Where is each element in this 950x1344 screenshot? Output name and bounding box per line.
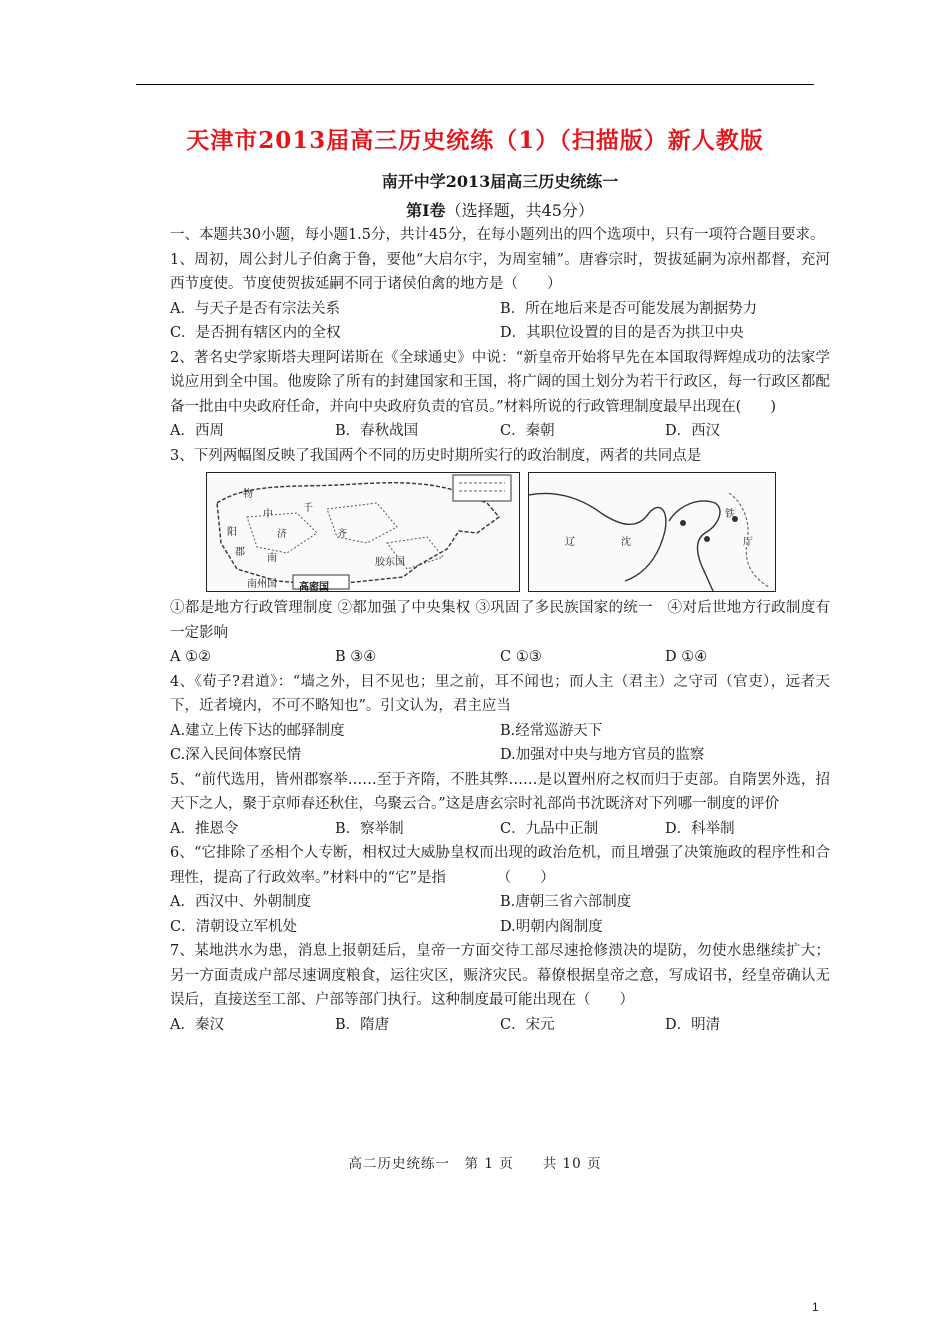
map-label: 阳: [227, 527, 237, 538]
option: B．春秋战国: [335, 423, 419, 439]
question-4-options-row2: [170, 743, 830, 768]
option: C ①③: [500, 649, 542, 665]
question-4-options-row1: [170, 719, 830, 744]
question-3-stem: 3、下列两幅图反映了我国两个不同的历史时期所实行的政治制度，两者的共同点是: [170, 447, 702, 464]
option: D.明朝内阁制度: [500, 918, 603, 935]
option: C．是否拥有辖区内的全权: [170, 325, 341, 341]
option: A．西汉中、外朝制度: [170, 894, 311, 910]
map-label: 辽: [565, 537, 575, 548]
map-label: 物: [243, 489, 253, 500]
map-label: 齐: [337, 529, 347, 540]
question-5-stem: 5、“前代选用，皆州郡察举……至于齐隋，不胜其弊……是以置州府之权而归于吏部。自隋罢外选，招天下之人，聚于京师春还秋住，乌聚云合。”这是唐玄宗时礼部尚书沈既济对下列哪一制度的评价: [170, 771, 830, 812]
exam-body: [170, 223, 830, 1037]
map-label: 千: [303, 503, 313, 514]
option: D．明清: [665, 1016, 721, 1033]
question-4-stem: 4、《荀子?君道》：“墙之外，目不见也；里之前，耳不闻也；而人主（君主）之守司（官吏），远者天下，近者境内，不可不略知也”。引文认为，君主应当: [170, 673, 830, 714]
map-label: 高密国: [299, 582, 329, 593]
question-1-stem: 1、周初，周公封儿子伯禽于鲁，要他“大启尔宇，为周室辅”。唐睿宗时，贺拔延嗣为凉州都督，充河西节度使。节度使贺拔延嗣不同于诸侯伯禽的地方是（ ）: [170, 251, 830, 292]
option: C．清朝设立军机处: [170, 918, 298, 935]
page-number: 1: [812, 1300, 819, 1314]
option: A．与天子是否有宗法关系: [170, 300, 340, 317]
option: C．宋元: [500, 1016, 555, 1033]
question-3-statements: ①都是地方行政管理制度 ②都加强了中央集权 ③巩固了多民族国家的统一 ④对后世地方行政制度有一定影响: [170, 600, 830, 641]
option: D．科举制: [665, 820, 735, 837]
header-rule: [136, 84, 814, 85]
option: A．西周: [170, 423, 224, 439]
option: D.加强对中央与地方官员的监察: [500, 747, 705, 763]
map-label: 铁: [725, 509, 735, 520]
qing-province-map: [528, 472, 776, 592]
question-2-stem: 2、著名史学家斯塔夫理阿诺斯在《全球通史》中说：“新皇帝开始将早先在本国取得辉煌成功的法家学说应用到全中国。他废除了所有的封建国家和王国，将广阔的国土划分为若干行政区，每一行政区都配备一批由中央政府任命，并向中央政府负责的官员。”材料所说的行政管理制度最早出现在( ): [170, 349, 830, 415]
instructions: 一、本题共30小题，每小题1.5分，共计45分，在每小题列出的四个选项中，只有一项符合题目要求。: [170, 227, 825, 243]
option: A ①②: [170, 649, 212, 665]
question-2-options: [170, 419, 830, 444]
option: D ①④: [665, 649, 708, 665]
option: B．察举制: [335, 820, 404, 837]
question-6-stem: 6、“它排除了丞相个人专断，相权过大威胁皇权而出现的政治危机，而且增强了决策施政的程序性和合理性，提高了行政效率。”材料中的“它”是指 （ ）: [170, 845, 830, 886]
map-label: 南州国: [247, 579, 277, 590]
option: B．隋唐: [335, 1016, 390, 1033]
question-5-options: [170, 817, 830, 842]
option: B.经常巡游天下: [500, 722, 603, 739]
question-3-maps: [206, 472, 830, 592]
question-7-stem: 7、某地洪水为患，消息上报朝廷后，皇帝一方面交待工部尽速抢修溃决的堤防，勿使水患继续扩大；另一方面责成户部尽速调度粮食，运往灾区，赈济灾民。幕僚根据皇帝之意，写成诏书，经皇帝确认无误后，直接送至工部、户部等部门执行。这种制度最可能出现在（ ）: [170, 943, 830, 1008]
option: B．所在地后来是否可能发展为割据势力: [500, 300, 758, 317]
section-rest: （选择题，共45分）: [445, 201, 594, 220]
option: A.建立上传下达的邮驿制度: [170, 722, 345, 739]
page-title: 天津市2013届高三历史统练（1）（扫描版）新人教版: [186, 127, 764, 154]
option: A．秦汉: [170, 1016, 224, 1033]
map-label: 郡: [235, 547, 245, 558]
question-1-options-row2: [170, 321, 830, 346]
section-title: [170, 198, 830, 221]
map-label: 胶东国: [375, 557, 405, 568]
han-commandery-map: [206, 472, 520, 592]
option: C．秦朝: [500, 423, 555, 439]
option: B ③④: [335, 649, 377, 665]
option: B.唐朝三省六部制度: [500, 894, 632, 910]
map-label: 厅: [743, 537, 753, 548]
question-1-options-row1: [170, 297, 830, 322]
school-title: 南开中学2013届高三历史统练一: [381, 172, 619, 191]
section-bold: 第Ⅰ卷: [406, 201, 446, 220]
map-label: 中: [263, 509, 273, 520]
option: D．西汉: [665, 423, 721, 439]
question-6-options-row2: [170, 915, 830, 940]
map-label: 济: [277, 529, 287, 540]
page-footer: 高二历史统练一 第 1 页 共 10 页: [348, 1156, 602, 1172]
map-label: 沈: [621, 537, 631, 548]
question-3-options: [170, 645, 830, 670]
question-7-options: [170, 1013, 830, 1038]
question-6-options-row1: [170, 890, 830, 915]
exam-sheet: [170, 165, 830, 1185]
map-label: 南: [267, 553, 277, 564]
option: D．其职位设置的目的是否为拱卫中央: [500, 325, 744, 341]
option: C.深入民间体察民情: [170, 747, 302, 763]
option: C．九品中正制: [500, 820, 599, 837]
option: A．推恩令: [170, 820, 239, 837]
